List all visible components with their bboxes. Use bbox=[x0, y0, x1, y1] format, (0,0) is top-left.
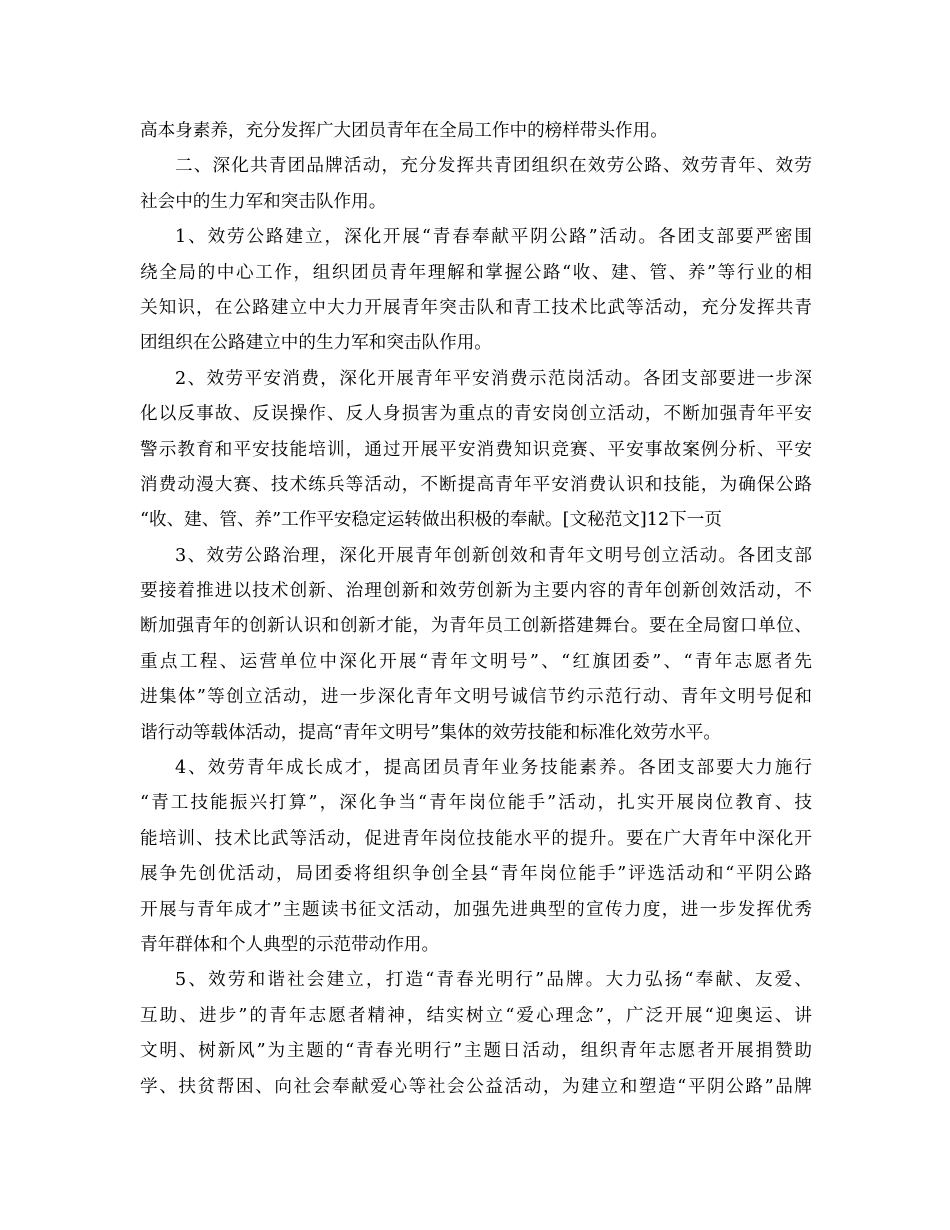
text-line: 要接着推进以技术创新、治理创新和效劳创新为主要内容的青年创新创效活动，不 bbox=[140, 581, 812, 602]
text-line: 二、深化共青团品牌活动，充分发挥共青团组织在效劳公路、效劳青年、效劳 bbox=[175, 156, 812, 177]
text-line: 警示教育和平安技能培训，通过开展平安消费知识竞赛、平安事故案例分析、平安 bbox=[140, 439, 812, 460]
text-line: 社会中的生力军和突击队作用。 bbox=[140, 191, 387, 212]
text-line: 化以反事故、反误操作、反人身损害为重点的青安岗创立活动，不断加强青年平安 bbox=[140, 404, 812, 425]
document-body bbox=[140, 114, 812, 1105]
text-line: 3、效劳公路治理，深化开展青年创新创效和青年文明号创立活动。各团支部 bbox=[175, 545, 812, 566]
text-line: 重点工程、运营单位中深化开展“青年文明号”、“红旗团委”、“青年志愿者先 bbox=[140, 651, 812, 672]
text-line: 青年群体和个人典型的示范带动作用。 bbox=[140, 934, 440, 955]
text-line: 5、效劳和谐社会建立，打造“青春光明行”品牌。大力弘扬“奉献、友爱、 bbox=[175, 970, 812, 991]
text-line: 团组织在公路建立中的生力军和突击队作用。 bbox=[140, 333, 492, 354]
text-line: 消费动漫大赛、技术练兵等活动，不断提高青年平安消费认识和技能，为确保公路 bbox=[140, 474, 812, 495]
text-line: 能培训、技术比武等活动，促进青年岗位技能水平的提升。要在广大青年中深化开 bbox=[140, 828, 812, 849]
text-line: “青工技能振兴打算”，深化争当“青年岗位能手”活动，扎实开展岗位教育、技 bbox=[140, 793, 812, 814]
text-line: 学、扶贫帮困、向社会奉献爱心等社会公益活动，为建立和塑造“平阴公路”品牌 bbox=[140, 1076, 812, 1097]
text-line: “收、建、管、养”工作平安稳定运转做出积极的奉献。[文秘范文]12下一页 bbox=[140, 510, 722, 531]
text-line: 互助、进步”的青年志愿者精神，结实树立“爱心理念”，广泛开展“迎奥运、讲 bbox=[140, 1005, 812, 1026]
text-line: 4、效劳青年成长成才，提高团员青年业务技能素养。各团支部要大力施行 bbox=[175, 758, 812, 779]
text-line: 展争先创优活动，局团委将组织争创全县“青年岗位能手”评选活动和“平阴公路 bbox=[140, 864, 812, 885]
text-line: 断加强青年的创新认识和创新才能，为青年员工创新搭建舞台。要在全局窗口单位、 bbox=[140, 616, 812, 637]
text-line: 高本身素养，充分发挥广大团员青年在全局工作中的榜样带头作用。 bbox=[140, 121, 668, 141]
text-line: 2、效劳平安消费，深化开展青年平安消费示范岗活动。各团支部要进一步深 bbox=[175, 368, 812, 389]
text-line: 绕全局的中心工作，组织团员青年理解和掌握公路“收、建、管、养”等行业的相 bbox=[140, 262, 812, 283]
text-line: 关知识，在公路建立中大力开展青年突击队和青工技术比武等活动，充分发挥共青 bbox=[140, 297, 812, 318]
text-line: 进集体”等创立活动，进一步深化青年文明号诚信节约示范行动、青年文明号促和 bbox=[140, 687, 812, 708]
text-line: 开展与青年成才”主题读书征文活动，加强先进典型的宣传力度，进一步发挥优秀 bbox=[140, 899, 812, 920]
text-line: 1、效劳公路建立，深化开展“青春奉献平阴公路”活动。各团支部要严密围 bbox=[175, 227, 812, 248]
text-line: 文明、树新风”为主题的“青春光明行”主题日活动，组织青年志愿者开展捐赞助 bbox=[140, 1041, 812, 1062]
text-line: 谐行动等载体活动，提高“青年文明号”集体的效劳技能和标准化效劳水平。 bbox=[140, 722, 721, 743]
